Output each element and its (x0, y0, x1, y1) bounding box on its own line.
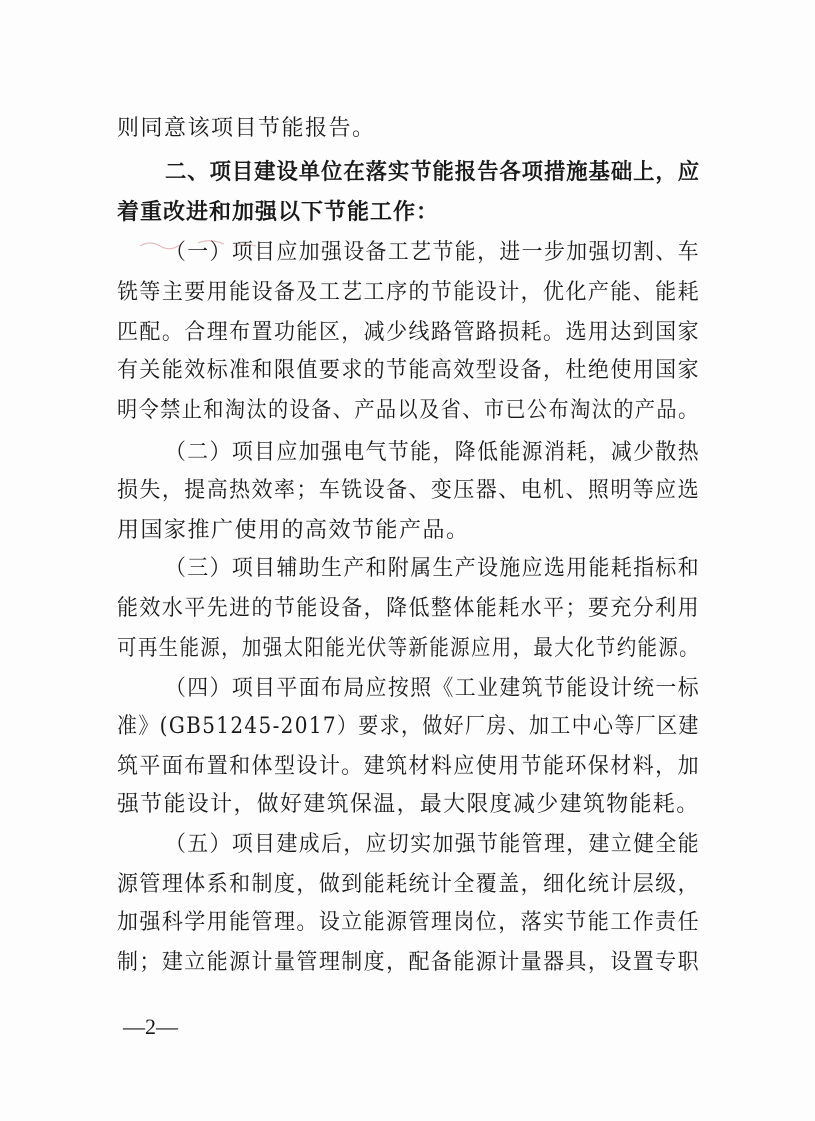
text-line-13: 能效水平先进的节能设备，降低整体能耗水平；要充分利用 (117, 596, 701, 621)
page-number: —2— (123, 1014, 178, 1039)
text-line-12: （三）项目辅助生产和附属生产设施应选用能耗指标和 (165, 556, 701, 581)
text-line-17: 筑平面布置和体型设计。建筑材料应使用节能环保材料，加 (117, 754, 701, 779)
text-line-9: （二）项目应加强电气节能，降低能源消耗，减少散热 (165, 440, 701, 465)
text-line-4: （一）项目应加强设备工艺节能，进一步加强切割、车 (165, 240, 701, 265)
text-line-5: 铣等主要用能设备及工艺工序的节能设计，优化产能、能耗 (117, 280, 701, 305)
text-line-14: 可再生能源，加强太阳能光伏等新能源应用，最大化节约能源。 (117, 636, 701, 661)
text-line-22: 制；建立能源计量管理制度，配备能源计量器具，设置专职 (117, 950, 701, 975)
text-line-19: （五）项目建成后，应切实加强节能管理，建立健全能 (165, 832, 701, 857)
text-line-1: 则同意该项目节能报告。 (117, 116, 376, 141)
text-line-18: 强节能设计，做好建筑保温，最大限度减少建筑物能耗。 (117, 792, 700, 817)
text-line-6: 匹配。合理布置功能区，减少线路管路损耗。选用达到国家 (117, 320, 701, 345)
section-heading-line-1: 二、项目建设单位在落实节能报告各项措施基础上，应 (165, 160, 701, 185)
text-line-10: 损失，提高热效率；车铣设备、变压器、电机、照明等应选 (117, 478, 701, 503)
text-line-11: 用国家推广使用的高效节能产品。 (117, 518, 470, 543)
text-line-15: （四）项目平面布局应按照《工业建筑节能设计统一标 (165, 676, 701, 701)
text-line-8: 明令禁止和淘汰的设备、产品以及省、市已公布淘汰的产品。 (117, 398, 700, 423)
text-line-21: 加强科学用能管理。设立能源管理岗位，落实节能工作责任 (117, 910, 701, 935)
section-heading-line-2: 着重改进和加强以下节能工作： (117, 200, 440, 225)
text-line-20: 源管理体系和制度，做到能耗统计全覆盖，细化统计层级， (117, 872, 701, 897)
text-line-7: 有关能效标准和限值要求的节能高效型设备，杜绝使用国家 (117, 358, 701, 383)
text-line-16: 准》(GB51245-2017）要求，做好厂房、加工中心等厂区建 (117, 714, 700, 739)
